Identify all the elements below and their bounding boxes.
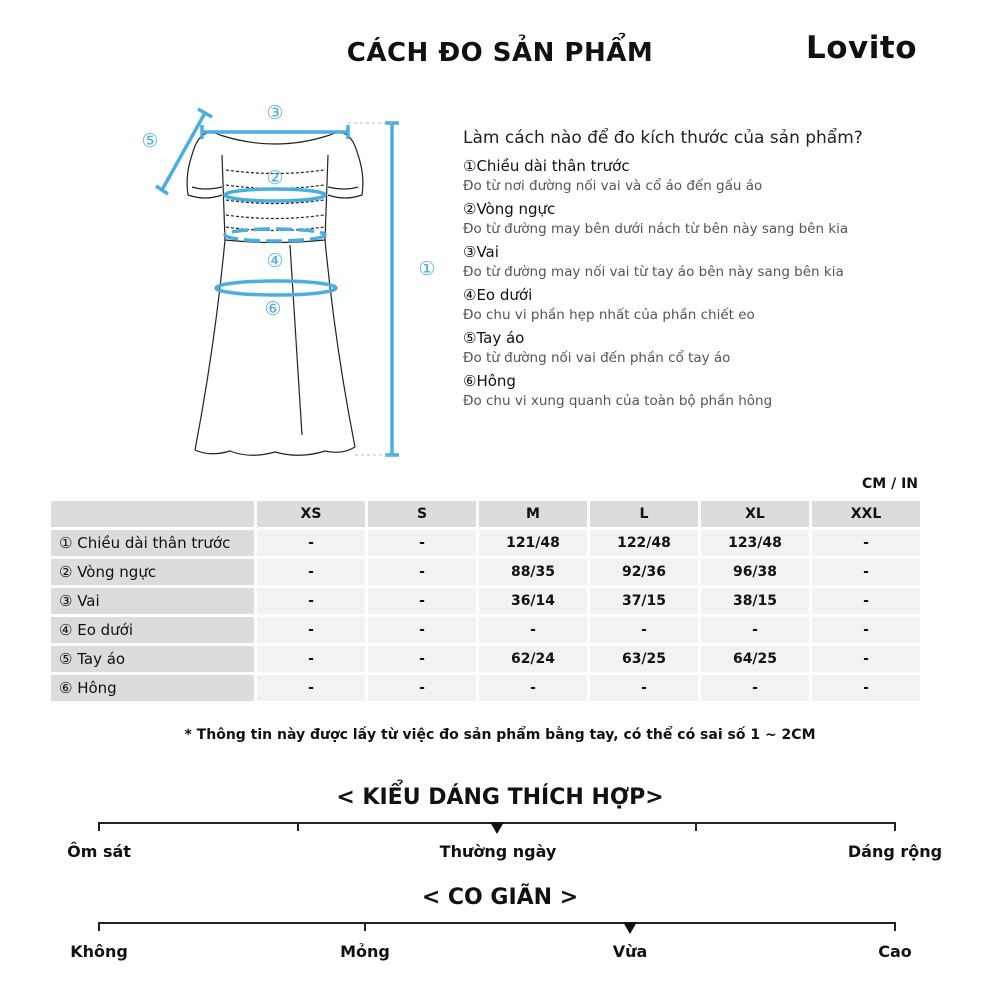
- table-cell: -: [257, 530, 365, 556]
- page-title: CÁCH ĐO SẢN PHẨM: [346, 38, 654, 68]
- stretch-selected-marker: [623, 922, 637, 934]
- marker-length: ①: [418, 258, 436, 280]
- table-cell: -: [368, 646, 476, 672]
- dress-diagram: [130, 95, 436, 465]
- table-cell: -: [701, 675, 809, 701]
- column-header: S: [368, 501, 476, 527]
- how-to-item: [463, 328, 983, 368]
- table-cell: -: [479, 617, 587, 643]
- stretch-label-none: Không: [70, 942, 128, 961]
- stretch-tick: [98, 922, 100, 931]
- column-header: L: [590, 501, 698, 527]
- table-cell: 92/36: [590, 559, 698, 585]
- how-to-question: Làm cách nào để đo kích thước của sản phẩm?: [463, 128, 863, 148]
- how-to-item: [463, 156, 983, 196]
- stretch-label-high: Cao: [878, 942, 912, 961]
- table-row: [51, 559, 920, 585]
- table-cell: 121/48: [479, 530, 587, 556]
- fit-tick: [894, 822, 896, 831]
- stretch-label-medium: Vừa: [612, 942, 648, 961]
- table-cell: 64/25: [701, 646, 809, 672]
- row-label: ⑥ Hông: [51, 675, 254, 701]
- table-row: [51, 646, 920, 672]
- row-label: ⑤ Tay áo: [51, 646, 254, 672]
- fit-label-loose: Dáng rộng: [847, 842, 943, 861]
- table-cell: -: [368, 617, 476, 643]
- measurement-note: * Thông tin này được lấy từ việc đo sản phẩm bằng tay, có thể có sai số 1 ~ 2CM: [184, 727, 816, 743]
- size-table: [48, 498, 923, 704]
- fit-label-regular: Thường ngày: [439, 842, 557, 861]
- stretch-tick: [364, 922, 366, 931]
- table-cell: -: [257, 675, 365, 701]
- column-header: XXL: [812, 501, 920, 527]
- marker-chest: ②: [266, 167, 284, 189]
- table-cell: 96/38: [701, 559, 809, 585]
- how-to-item-desc: Đo từ nơi đường nối vai và cổ áo đến gấu áo: [463, 178, 763, 194]
- column-header: M: [479, 501, 587, 527]
- row-label: ③ Vai: [51, 588, 254, 614]
- column-header: XL: [701, 501, 809, 527]
- table-cell: 38/15: [701, 588, 809, 614]
- fit-tick: [98, 822, 100, 831]
- table-cell: 36/14: [479, 588, 587, 614]
- table-cell: -: [812, 617, 920, 643]
- how-to-item-desc: Đo từ đường may bên dưới nách từ bên này sang bên kia: [463, 221, 849, 237]
- how-to-item-desc: Đo từ đường nối vai đến phần cổ tay áo: [463, 350, 731, 366]
- table-cell: -: [257, 646, 365, 672]
- table-row: [51, 617, 920, 643]
- how-to-item: [463, 242, 983, 282]
- row-label: ② Vòng ngực: [51, 559, 254, 585]
- table-cell: 62/24: [479, 646, 587, 672]
- table-cell: -: [257, 559, 365, 585]
- column-header: XS: [257, 501, 365, 527]
- how-to-item-name: ⑥Hông: [463, 372, 516, 390]
- table-cell: 122/48: [590, 530, 698, 556]
- table-cell: -: [590, 617, 698, 643]
- how-to-item-name: ①Chiều dài thân trước: [463, 157, 630, 175]
- stretch-title: < CO GIÃN >: [421, 885, 579, 910]
- table-cell: 123/48: [701, 530, 809, 556]
- table-cell: -: [812, 646, 920, 672]
- table-cell: -: [701, 617, 809, 643]
- table-cell: -: [812, 559, 920, 585]
- fit-tick: [297, 822, 299, 831]
- table-cell: -: [368, 530, 476, 556]
- table-cell: -: [257, 617, 365, 643]
- table-cell: 63/25: [590, 646, 698, 672]
- how-to-item-name: ②Vòng ngực: [463, 200, 556, 218]
- stretch-scale: [98, 922, 896, 924]
- stretch-tick: [894, 922, 896, 931]
- table-cell: -: [368, 588, 476, 614]
- how-to-item-desc: Đo chu vi phần hẹp nhất của phần chiết eo: [463, 307, 755, 323]
- unit-label: CM / IN: [862, 476, 918, 492]
- table-corner: [51, 501, 254, 527]
- how-to-item: [463, 371, 983, 411]
- table-cell: 37/15: [590, 588, 698, 614]
- table-cell: -: [257, 588, 365, 614]
- fit-selected-marker: [490, 822, 504, 834]
- how-to-item-desc: Đo từ đường may nối vai từ tay áo bên này sang bên kia: [463, 264, 844, 280]
- guide-lines: [348, 123, 392, 455]
- table-row: [51, 675, 920, 701]
- measurement-lines: [156, 109, 399, 455]
- table-cell: -: [812, 675, 920, 701]
- table-cell: -: [590, 675, 698, 701]
- how-to-item-name: ⑤Tay áo: [463, 329, 525, 347]
- table-cell: -: [812, 530, 920, 556]
- table-cell: -: [368, 559, 476, 585]
- table-cell: -: [812, 588, 920, 614]
- how-to-measure: [463, 128, 983, 414]
- row-label: ④ Eo dưới: [51, 617, 254, 643]
- marker-hip: ⑥: [264, 298, 282, 320]
- stretch-label-thin: Mỏng: [340, 942, 390, 961]
- row-label: ① Chiều dài thân trước: [51, 530, 254, 556]
- table-row: [51, 588, 920, 614]
- how-to-item-name: ④Eo dưới: [463, 286, 533, 304]
- brand-logo: Lovito: [806, 30, 918, 66]
- marker-sleeve: ⑤: [141, 130, 159, 152]
- table-cell: -: [368, 675, 476, 701]
- marker-waist: ④: [266, 250, 284, 272]
- how-to-item: [463, 285, 983, 325]
- table-cell: 88/35: [479, 559, 587, 585]
- fit-label-tight: Ôm sát: [67, 842, 131, 861]
- table-row: [51, 530, 920, 556]
- how-to-item-name: ③Vai: [463, 243, 499, 261]
- marker-shoulder: ③: [266, 102, 284, 124]
- fit-title: < KIỂU DÁNG THÍCH HỢP>: [336, 785, 664, 810]
- how-to-item: [463, 199, 983, 239]
- table-cell: -: [479, 675, 587, 701]
- how-to-item-desc: Đo chu vi xung quanh của toàn bộ phần hông: [463, 393, 773, 409]
- fit-tick: [695, 822, 697, 831]
- table-header-row: [51, 501, 920, 527]
